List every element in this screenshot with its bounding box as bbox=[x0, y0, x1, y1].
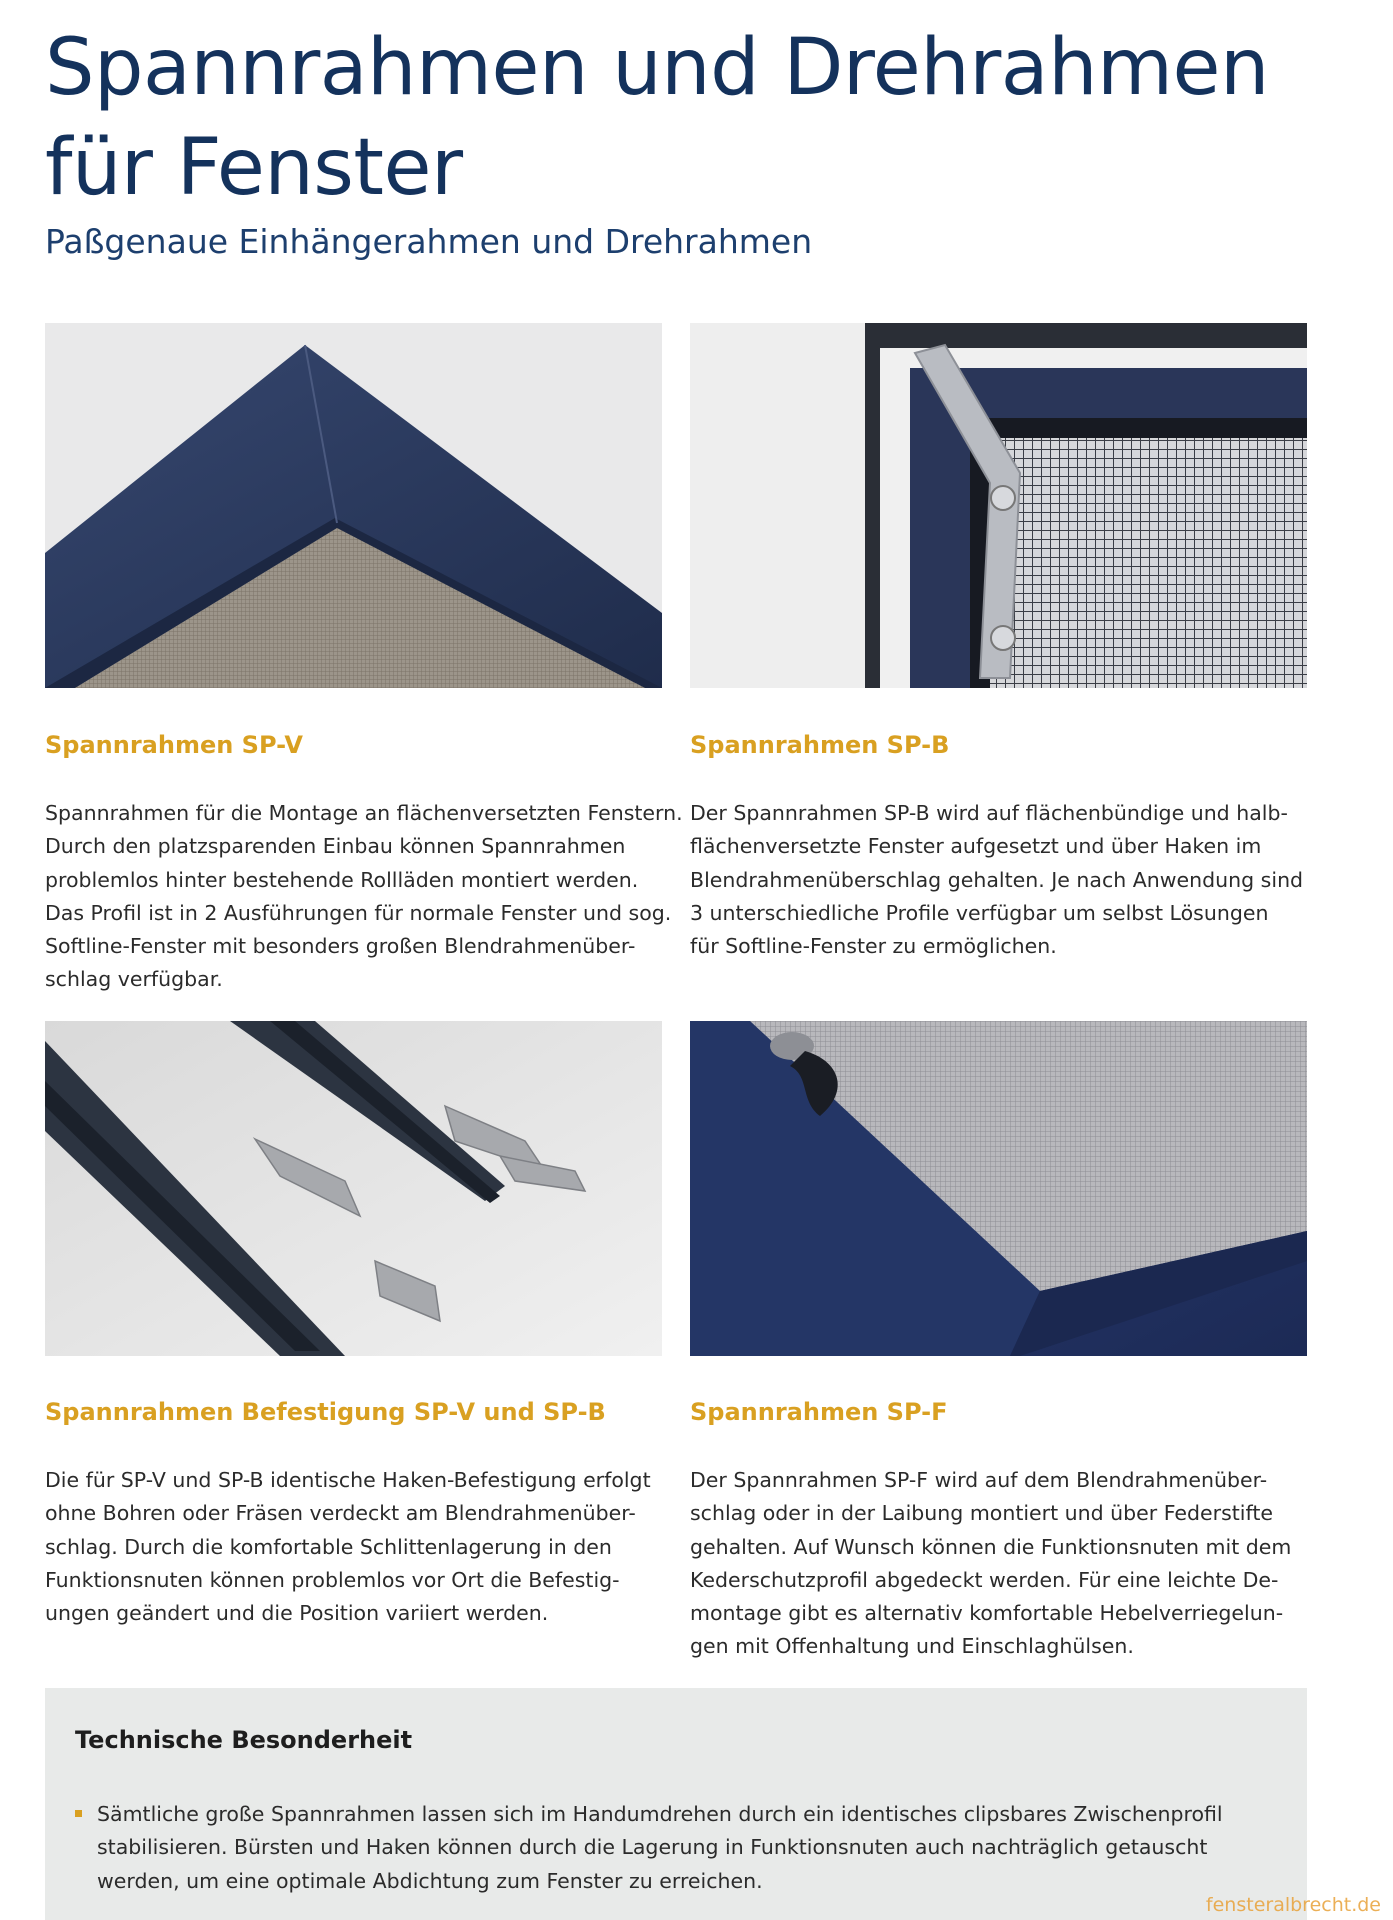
page-title-line-2: für Fenster bbox=[45, 123, 463, 213]
text-line: für Softline-Fenster zu ermöglichen. bbox=[690, 934, 1057, 959]
text-line: ungen geändert und die Position variiert werden. bbox=[45, 1601, 549, 1626]
technical-feature-box bbox=[45, 1688, 1307, 1920]
text-line: montage gibt es alternativ komfortable Hebelverriegelun- bbox=[690, 1601, 1284, 1626]
section-text-sp-v bbox=[45, 797, 683, 997]
section-text-sp-f bbox=[690, 1464, 1320, 1664]
text-line: Der Spannrahmen SP-B wird auf flächenbündige und halb- bbox=[690, 801, 1288, 825]
text-line: Das Profil ist in 2 Ausführungen für normale Fenster und sog. bbox=[45, 900, 672, 925]
section-heading-befestigung: Spannrahmen Befestigung SP-V und SP-B bbox=[45, 1398, 606, 1426]
page-subtitle: Paßgenaue Einhängerahmen und Drehrahmen bbox=[45, 222, 813, 261]
text-line: schlag oder in der Laibung montiert und über Federstifte bbox=[690, 1501, 1273, 1526]
section-heading-sp-b: Spannrahmen SP-B bbox=[690, 731, 950, 759]
text-line: Funktionsnuten können problemlos vor Ort die Befestig- bbox=[45, 1567, 620, 1592]
text-line: gen mit Offenhaltung und Einschlaghülsen. bbox=[690, 1634, 1134, 1659]
text-line: schlag verfügbar. bbox=[45, 967, 223, 992]
text-line: flächenversetzte Fenster aufgesetzt und über Haken im bbox=[690, 834, 1262, 859]
section-text-befestigung bbox=[45, 1464, 675, 1630]
technical-feature-title: Technische Besonderheit bbox=[75, 1726, 413, 1754]
text-line: Sämtliche große Spannrahmen lassen sich im Handumdrehen durch ein identisches clipsbares Zwischenprofil bbox=[97, 1802, 1223, 1826]
page-title bbox=[45, 18, 1269, 218]
bullet-square-icon bbox=[75, 1810, 82, 1817]
text-line: Spannrahmen für die Montage an flächenversetzten Fenstern. bbox=[45, 801, 683, 825]
technical-feature-text bbox=[97, 1798, 1297, 1898]
text-line: Kederschutzprofil abgedeckt werden. Für eine leichte De- bbox=[690, 1567, 1279, 1592]
text-line: Blendrahmenüberschlag gehalten. Je nach Anwendung sind bbox=[690, 867, 1304, 892]
section-text-sp-b bbox=[690, 797, 1320, 963]
text-line: Durch den platzsparenden Einbau können Spannrahmen bbox=[45, 834, 626, 859]
text-line: Der Spannrahmen SP-F wird auf dem Blendrahmenüber- bbox=[690, 1468, 1268, 1492]
page-title-line-1: Spannrahmen und Drehrahmen bbox=[45, 23, 1269, 113]
photo-frame-spring-latch-sp-f bbox=[690, 1021, 1307, 1356]
text-line: problemlos hinter bestehende Rollläden montiert werden. bbox=[45, 867, 639, 892]
photo-profile-rails-hooks bbox=[45, 1021, 662, 1356]
text-line: werden, um eine optimale Abdichtung zum Fenster zu erreichen. bbox=[97, 1868, 763, 1893]
photo-hook-bracket-sp-b bbox=[690, 323, 1307, 688]
text-line: 3 unterschiedliche Profile verfügbar um selbst Lösungen bbox=[690, 900, 1269, 925]
text-line: schlag. Durch die komfortable Schlittenlagerung in den bbox=[45, 1534, 612, 1559]
watermark: fensteralbrecht.de bbox=[1205, 1894, 1381, 1916]
text-line: Softline-Fenster mit besonders großen Blendrahmenüber- bbox=[45, 934, 636, 959]
text-line: stabilisieren. Bürsten und Haken können durch die Lagerung in Funktionsnuten auch nachträglich getauscht bbox=[97, 1835, 1208, 1860]
photo-frame-corner-sp-v bbox=[45, 323, 662, 688]
section-heading-sp-v: Spannrahmen SP-V bbox=[45, 731, 303, 759]
text-line: Die für SP-V und SP-B identische Haken-Befestigung erfolgt bbox=[45, 1468, 651, 1492]
text-line: ohne Bohren oder Fräsen verdeckt am Blendrahmenüber- bbox=[45, 1501, 636, 1526]
section-heading-sp-f: Spannrahmen SP-F bbox=[690, 1398, 948, 1426]
text-line: gehalten. Auf Wunsch können die Funktionsnuten mit dem bbox=[690, 1534, 1292, 1559]
